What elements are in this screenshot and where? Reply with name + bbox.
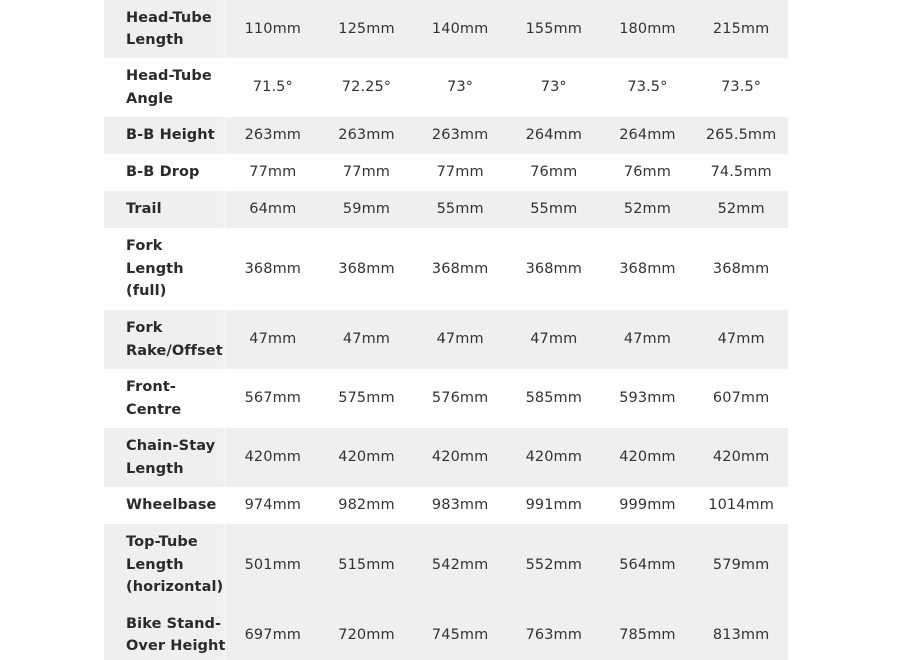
- value-cell: 991mm: [525, 497, 583, 514]
- value-cell: 785mm: [601, 606, 695, 660]
- value-cell: 368mm: [431, 260, 489, 277]
- value-cell: 368mm: [244, 260, 302, 277]
- value-cell: 47mm: [601, 310, 695, 369]
- row-label: Fork Rake/Offset: [126, 320, 223, 359]
- row-label: Bike Stand- Over Height: [126, 615, 226, 654]
- value-cell: 567mm: [244, 390, 302, 407]
- value-cell: 71.5°: [252, 79, 293, 96]
- table-row: [104, 117, 788, 154]
- value-cell: 110mm: [226, 0, 320, 58]
- value-cell: 73°: [447, 79, 474, 96]
- row-label: Top-Tube Length (horizontal): [126, 534, 224, 596]
- value-cell: 607mm: [712, 390, 770, 407]
- row-label-cell: [104, 117, 226, 154]
- value-cell: 368mm: [525, 260, 583, 277]
- row-label-cell: [104, 191, 226, 228]
- value-cell: 77mm: [436, 164, 484, 181]
- value-cell: 585mm: [525, 390, 583, 407]
- value-cell: 72.25°: [341, 79, 392, 96]
- value-cell: 564mm: [601, 524, 695, 606]
- value-cell: 420mm: [413, 428, 507, 487]
- table-row: [104, 428, 788, 487]
- row-label: Head-Tube Angle: [126, 68, 212, 107]
- value-cell: 515mm: [320, 524, 414, 606]
- table-row: [104, 58, 788, 117]
- table-row: [104, 154, 788, 191]
- value-cell: 593mm: [619, 390, 676, 407]
- value-cell: 264mm: [601, 117, 695, 154]
- value-cell: 52mm: [694, 191, 788, 228]
- row-label: Front- Centre: [126, 379, 182, 418]
- row-label-cell: [104, 228, 226, 310]
- value-cell: 420mm: [601, 428, 695, 487]
- value-cell: 77mm: [342, 164, 391, 181]
- row-label-cell: [104, 369, 226, 428]
- row-label-cell: [104, 606, 226, 660]
- row-label-cell: [104, 524, 226, 606]
- value-cell: 73°: [540, 79, 567, 96]
- table-row: [104, 228, 788, 310]
- value-cell: 55mm: [413, 191, 507, 228]
- value-cell: 265.5mm: [694, 117, 788, 154]
- value-cell: 552mm: [507, 524, 601, 606]
- value-cell: 368mm: [338, 260, 395, 277]
- row-label-cell: [104, 310, 226, 369]
- value-cell: 155mm: [507, 0, 601, 58]
- value-cell: 982mm: [338, 497, 395, 514]
- value-cell: 52mm: [601, 191, 695, 228]
- value-cell: 47mm: [320, 310, 414, 369]
- value-cell: 77mm: [249, 164, 297, 181]
- value-cell: 73.5°: [627, 79, 668, 96]
- geometry-table-body: [104, 0, 788, 660]
- value-cell: 420mm: [226, 428, 320, 487]
- table-row: [104, 369, 788, 428]
- value-cell: 55mm: [507, 191, 601, 228]
- table-row: [104, 191, 788, 228]
- value-cell: 501mm: [226, 524, 320, 606]
- value-cell: 263mm: [413, 117, 507, 154]
- table-row: [104, 606, 788, 660]
- value-cell: 720mm: [320, 606, 414, 660]
- value-cell: 47mm: [694, 310, 788, 369]
- value-cell: 180mm: [601, 0, 695, 58]
- value-cell: 59mm: [320, 191, 414, 228]
- row-label-cell: [104, 154, 226, 191]
- value-cell: 575mm: [338, 390, 395, 407]
- row-label: B-B Height: [126, 127, 215, 144]
- row-label: Fork Length (full): [126, 238, 184, 300]
- row-label-cell: [104, 487, 226, 524]
- value-cell: 264mm: [507, 117, 601, 154]
- value-cell: 999mm: [619, 497, 676, 514]
- value-cell: 813mm: [694, 606, 788, 660]
- value-cell: 47mm: [226, 310, 320, 369]
- row-label: Head-Tube Length: [126, 9, 212, 48]
- value-cell: 76mm: [623, 164, 671, 181]
- value-cell: 420mm: [507, 428, 601, 487]
- value-cell: 420mm: [694, 428, 788, 487]
- value-cell: 64mm: [226, 191, 320, 228]
- row-label: Chain-Stay Length: [126, 438, 216, 477]
- value-cell: 368mm: [619, 260, 676, 277]
- table-row: [104, 524, 788, 606]
- value-cell: 76mm: [530, 164, 578, 181]
- value-cell: 745mm: [413, 606, 507, 660]
- value-cell: 983mm: [431, 497, 489, 514]
- value-cell: 420mm: [320, 428, 414, 487]
- row-label-cell: [104, 0, 226, 58]
- value-cell: 368mm: [712, 260, 770, 277]
- value-cell: 576mm: [431, 390, 489, 407]
- value-cell: 1014mm: [708, 497, 775, 514]
- value-cell: 73.5°: [721, 79, 762, 96]
- value-cell: 263mm: [226, 117, 320, 154]
- table-row: [104, 487, 788, 524]
- row-label: Trail: [126, 201, 162, 218]
- value-cell: 763mm: [507, 606, 601, 660]
- value-cell: 74.5mm: [710, 164, 772, 181]
- row-label: Wheelbase: [126, 497, 217, 514]
- value-cell: 697mm: [226, 606, 320, 660]
- row-label: B-B Drop: [126, 164, 200, 181]
- table-row: [104, 0, 788, 58]
- value-cell: 263mm: [320, 117, 414, 154]
- value-cell: 47mm: [413, 310, 507, 369]
- value-cell: 974mm: [244, 497, 302, 514]
- value-cell: 47mm: [507, 310, 601, 369]
- value-cell: 215mm: [694, 0, 788, 58]
- value-cell: 140mm: [413, 0, 507, 58]
- value-cell: 125mm: [320, 0, 414, 58]
- geometry-table: [104, 0, 788, 660]
- row-label-cell: [104, 428, 226, 487]
- table-row: [104, 310, 788, 369]
- value-cell: 579mm: [694, 524, 788, 606]
- row-label-cell: [104, 58, 226, 117]
- value-cell: 542mm: [413, 524, 507, 606]
